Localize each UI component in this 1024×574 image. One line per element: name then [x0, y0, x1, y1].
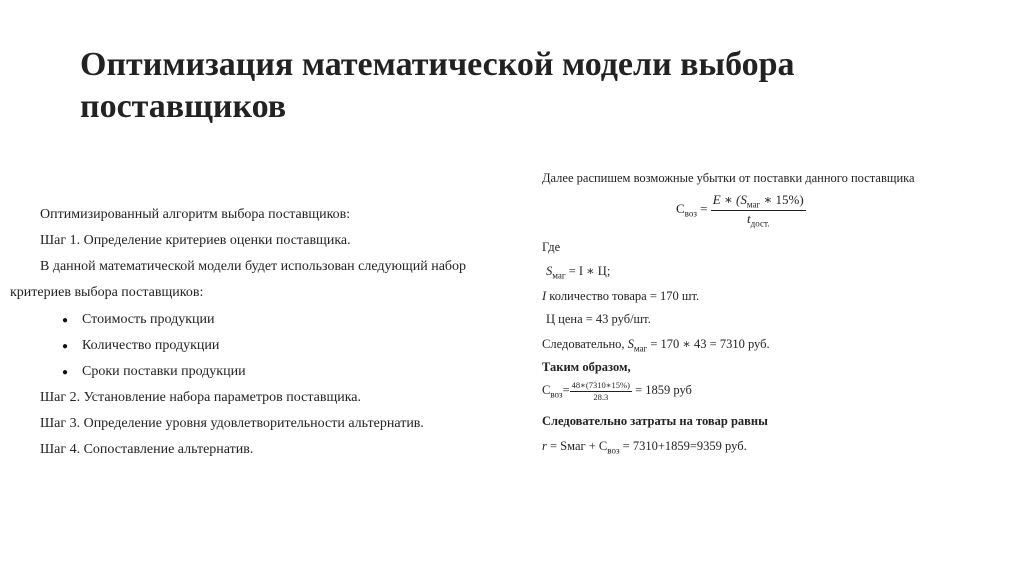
formula-denominator-sub: дост. — [750, 218, 770, 229]
total-cost-formula — [542, 439, 747, 456]
quantity-var: I — [542, 289, 547, 303]
formula-numerator: E ∗ (S — [712, 192, 747, 207]
total-expression: = Sмаг + С — [546, 439, 608, 453]
smag-definition — [546, 263, 610, 281]
closs-numerator: 48∗(7310∗15%) — [571, 380, 630, 390]
formula-denominator: t — [747, 210, 751, 226]
step-4: Шаг 4. Сопоставление альтернатив. — [40, 442, 254, 457]
formula-lhs-sub: воз — [684, 208, 697, 219]
closs-sub: воз — [550, 389, 563, 400]
formula-fraction — [711, 192, 806, 228]
slide-title: Оптимизация математической модели выбора поставщиков — [80, 46, 795, 125]
criterion-item: Количество продукции — [82, 338, 220, 353]
step-1: Шаг 1. Определение критериев оценки поставщика. — [40, 233, 351, 248]
criterion-item: Сроки поставки продукции — [82, 364, 246, 379]
bullet-icon: ● — [62, 315, 69, 326]
hence-label: Следовательно, — [542, 337, 628, 351]
thus-label: Таким образом, — [542, 360, 631, 374]
losses-intro: Далее распишем возможные убытки от поставки данного поставщика — [542, 171, 915, 185]
algorithm-intro: Оптимизированный алгоритм выбора поставщиков: — [40, 207, 351, 222]
closs-result: = 1859 руб — [631, 382, 692, 397]
criterion-item: Стоимость продукции — [82, 312, 215, 327]
closs-calculation: $С_{воз}=$ $\frac{48∗(7310∗15\%)}{28.3}$ = 1859 руб — [542, 380, 692, 402]
smag-sub: маг — [633, 343, 648, 354]
quantity-text: количество товара = 170 шт. — [549, 289, 700, 303]
costs-label: Следовательно затраты на товар равны — [542, 414, 768, 428]
formula-lhs: С — [676, 201, 685, 217]
smag-symbol: S — [627, 337, 634, 351]
total-sub: воз — [607, 445, 620, 456]
where-label: Где — [542, 240, 561, 254]
closs-symbol: С — [542, 382, 551, 397]
step-2: Шаг 2. Установление набора параметров поставщика. — [40, 390, 362, 405]
losses-formula: $С_{воз}$ = $\frac{E ∗ (S_{маг} ∗ 15\%)}{t_{дост.}}$ — [676, 192, 804, 229]
bullet-icon: ● — [62, 341, 69, 352]
quantity-line — [542, 289, 699, 304]
price-line: Ц цена = 43 руб/шт. — [546, 312, 651, 326]
total-symbol: r — [542, 439, 547, 453]
closs-fraction — [570, 380, 632, 402]
smag-calculation — [542, 336, 770, 354]
smag-rest: = I ∗ Ц; — [565, 264, 611, 278]
smag-sub: маг — [552, 270, 566, 281]
step-3: Шаг 3. Определение уровня удовлетворительности альтернатив. — [40, 416, 424, 431]
smag-symbol: S — [546, 264, 553, 278]
bullet-icon: ● — [62, 367, 69, 378]
formula-numerator-tail: ∗ 15%) — [760, 192, 804, 207]
closs-denominator: 28.3 — [593, 392, 609, 402]
smag-result: = 170 ∗ 43 = 7310 руб. — [647, 337, 770, 351]
formula-numerator-sub: маг — [746, 199, 761, 210]
criteria-paragraph-line2: критериев выбора поставщиков: — [10, 285, 204, 300]
criteria-paragraph-line1: В данной математической модели будет использован следующий набор — [40, 259, 467, 274]
total-result: = 7310+1859=9359 руб. — [619, 439, 747, 453]
